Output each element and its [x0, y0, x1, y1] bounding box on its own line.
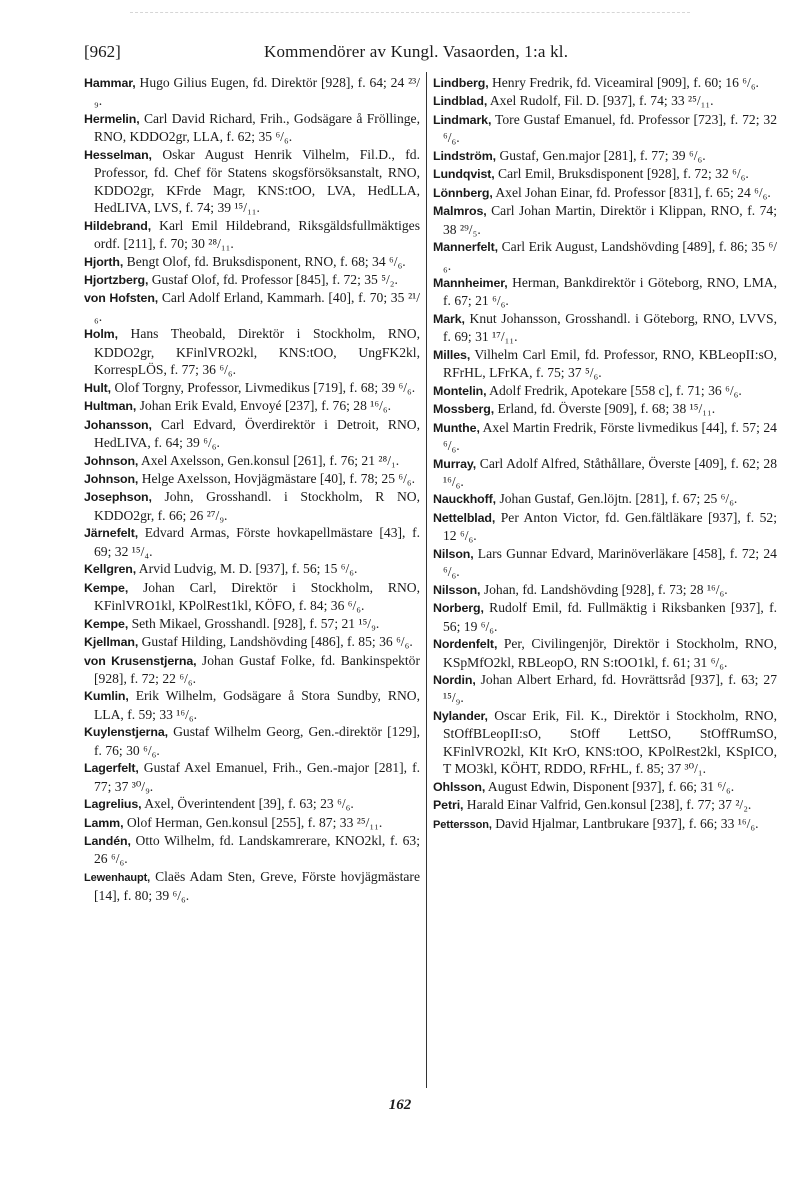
biography-entry — [433, 671, 777, 707]
entry-surname: Nauckhoff, — [433, 492, 497, 507]
biography-entry — [84, 74, 420, 110]
biography-entry — [84, 759, 420, 795]
entry-surname: Holm, — [84, 327, 118, 342]
entry-details: Olof Herman, Gen.konsul [255], f. 87; 33 ²⁵/₁₁. — [126, 814, 383, 830]
entry-surname: Mark, — [433, 311, 465, 326]
biography-entry — [84, 687, 420, 723]
biography-entry — [84, 814, 420, 832]
entry-details: Tore Gustaf Emanuel, fd. Professor [723], f. 72; 32 ⁶/₆. — [443, 111, 778, 146]
biography-entry — [433, 581, 777, 599]
entry-details: Per Anton Victor, fd. Gen.fältläkare [937], f. 52; 12 ⁶/₆. — [443, 509, 777, 544]
entry-surname: Hermelin, — [84, 111, 140, 126]
entry-details: Axel Rudolf, Fil. D. [937], f. 74; 33 ²⁵/₁₁. — [489, 93, 714, 109]
entry-details: Per, Civilingenjör, Direktör i Stockholm, RNO, KSpMfO2kl, RBLeopO, RN S:tOO1kl, f. 61; 31 ⁶/₆. — [443, 636, 777, 670]
entry-surname: Johnson, — [84, 471, 139, 486]
entry-details: Erland, fd. Överste [909], f. 68; 38 ¹⁵/₁₁. — [497, 401, 716, 417]
biography-entry — [84, 868, 420, 905]
entry-surname: Lindblad, — [433, 94, 488, 109]
biography-entry — [84, 652, 420, 688]
entry-surname: Hjorth, — [84, 254, 124, 269]
entry-details: Hugo Gilius Eugen, fd. Direktör [928], f. 64; 24 ²³/₉. — [94, 75, 420, 109]
running-title: Kommendörer av Kungl. Vasaorden, 1:a kl. — [264, 42, 569, 61]
top-edge-marks — [130, 12, 690, 16]
biography-entry — [433, 455, 777, 491]
biography-entry — [84, 253, 420, 271]
entry-details: Axel Martin Fredrik, Förste livmedikus [44], f. 57; 24 ⁶/₆. — [443, 419, 777, 454]
biography-entry — [84, 488, 420, 524]
entry-details: David Hjalmar, Lantbrukare [937], f. 66; 33 ¹⁶/₆. — [495, 815, 759, 831]
entry-details: Carl Emil, Bruksdisponent [928], f. 72; 32 ⁶/₆. — [498, 166, 749, 182]
entry-surname: Nordin, — [433, 672, 476, 687]
entry-surname: Mannheimer, — [433, 275, 508, 290]
biography-entry — [433, 796, 777, 814]
entry-details: Adolf Fredrik, Apotekare [558 c], f. 71; 36 ⁶/₆. — [489, 382, 742, 398]
page-header — [84, 42, 724, 66]
entry-details: Erik Wilhelm, Godsägare å Stora Sundby, RNO, LLA, f. 59; 33 ¹⁶/₆. — [94, 688, 420, 722]
biography-entry — [84, 110, 420, 146]
biography-entry — [433, 419, 777, 455]
entry-details: Johan Erik Evald, Envoyé [237], f. 76; 28 ¹⁶/₆. — [139, 398, 392, 414]
biography-entry — [84, 452, 420, 470]
entry-surname: Lindberg, — [433, 76, 489, 90]
entry-details: Arvid Ludvig, M. D. [937], f. 56; 15 ⁶/₆. — [138, 561, 358, 577]
entry-surname: Josephson, — [84, 490, 152, 505]
entry-surname: Nordenfelt, — [433, 637, 498, 652]
entry-details: Carl Erik August, Landshövding [489], f. 86; 35 ⁶/₆. — [443, 239, 777, 273]
entry-surname: Mannerfelt, — [433, 240, 498, 255]
entry-surname: Ohlsson, — [433, 779, 486, 794]
biography-entry — [433, 707, 777, 778]
entry-surname: Hjortzberg, — [84, 272, 149, 287]
entry-surname: Hammar, — [84, 76, 136, 90]
entry-surname: Pettersson, — [433, 818, 492, 831]
entry-details: Harald Einar Valfrid, Gen.konsul [238], f. 77; 37 ²/₂. — [466, 797, 752, 813]
biography-entry — [84, 723, 420, 759]
entry-details: Lars Gunnar Edvard, Marinöverläkare [458], f. 72; 24 ⁶/₆. — [443, 545, 777, 580]
entry-details: Hans Theobald, Direktör i Stockholm, RNO, KDDO2gr, KFinlVRO2kl, KNS:tOO, UngFK2kl, KorrespLÖS, f. 77; 36 ⁶/₆. — [94, 326, 420, 378]
biography-entry — [433, 382, 777, 400]
biography-entry — [433, 238, 777, 274]
entry-details: Carl Edvard, Överdirektör i Detroit, RNO, HedLIVA, f. 64; 39 ⁶/₆. — [94, 416, 420, 451]
entry-details: Johan Albert Erhard, fd. Hovrättsråd [937], f. 63; 27 ¹⁵/₉. — [443, 671, 778, 706]
biography-entry — [84, 379, 420, 397]
biography-entry — [433, 599, 777, 635]
entry-details: Herman, Bankdirektör i Göteborg, RNO, LMA, f. 67; 21 ⁶/₆. — [443, 274, 778, 309]
entry-details: Johan Gustaf Folke, fd. Bankinspektör [928], f. 72; 22 ⁶/₆. — [94, 652, 420, 686]
entry-surname: Lagrelius, — [84, 797, 142, 812]
entry-details: Bengt Olof, fd. Bruksdisponent, RNO, f. 68; 34 ⁶/₆. — [126, 253, 406, 269]
biography-entry — [84, 146, 420, 217]
biography-entry — [84, 615, 420, 633]
biography-entry — [433, 274, 777, 310]
entry-surname: Nilson, — [433, 546, 474, 561]
entry-details: Axel, Överintendent [39], f. 63; 23 ⁶/₆. — [144, 796, 354, 812]
entry-surname: Kellgren, — [84, 562, 137, 577]
biography-entry — [433, 165, 777, 183]
entry-details: Carl Adolf Erland, Kammarh. [40], f. 70; 35 ²¹/₆. — [94, 290, 420, 324]
entry-surname: Landén, — [84, 834, 131, 849]
biography-entry — [84, 217, 420, 253]
entry-surname: Kempe, — [84, 580, 129, 595]
biography-entry — [84, 416, 420, 452]
entry-details: John, Grosshandl. i Stockholm, R NO, KDDO2gr, f. 66; 26 ²⁷/₉. — [94, 489, 420, 523]
entry-details: Johan, fd. Landshövding [928], f. 73; 28 ¹⁶/₆. — [483, 581, 728, 597]
entry-surname: Kjellman, — [84, 635, 139, 650]
biography-entry — [84, 560, 420, 578]
entry-details: Oscar Erik, Fil. K., Direktör i Stockholm, RNO, StOffBLeopII:sO, StOff LettSO, StOffRumSO, KFinlVRO2kl, KIt KrO, KNS:tOO, KPolRest2kl, KSpICO, T MO3kl, KÖHT, RDDO, RFrHL, f. 85; 37 ³⁰/₁. — [443, 707, 777, 777]
biography-entry — [84, 271, 420, 289]
entry-details: Gustaf Wilhelm Georg, Gen.-direktör [129], f. 76; 30 ⁶/₆. — [94, 724, 420, 758]
entry-details: Johan Gustaf, Gen.löjtn. [281], f. 67; 25 ⁶/₆. — [499, 491, 738, 507]
entry-surname: Norberg, — [433, 601, 484, 616]
biography-entry — [84, 524, 420, 560]
biography-entry — [84, 470, 420, 488]
entry-surname: Kumlin, — [84, 689, 129, 704]
entry-details: Gustaf, Gen.major [281], f. 77; 39 ⁶/₆. — [499, 147, 706, 163]
biography-entry — [433, 184, 777, 202]
entry-surname: Lagerfelt, — [84, 761, 139, 776]
biography-entry — [433, 509, 777, 545]
entry-details: Johan Carl, Direktör i Stockholm, RNO, KFinlVRO1kl, KPolRest1kl, KÖFO, f. 84; 36 ⁶/₆. — [94, 579, 420, 614]
entry-details: August Edwin, Disponent [937], f. 66; 31 ⁶/₆. — [487, 778, 735, 794]
entry-surname: Mossberg, — [433, 402, 495, 417]
entry-surname: Hult, — [84, 380, 112, 395]
entry-details: Seth Mikael, Grosshandl. [928], f. 57; 21 ¹⁵/₉. — [131, 615, 380, 631]
entry-details: Carl Johan Martin, Direktör i Klippan, RNO, f. 74; 38 ²⁹/₅. — [443, 203, 777, 237]
entry-surname: Lönnberg, — [433, 185, 493, 200]
biography-entry — [433, 111, 777, 147]
biography-entry — [433, 147, 777, 165]
entry-surname: von Hofsten, — [84, 291, 159, 306]
biography-entry — [433, 310, 777, 346]
biography-entry — [433, 202, 777, 238]
entry-surname: Munthe, — [433, 420, 480, 435]
biography-entry — [84, 325, 420, 378]
entry-surname: Montelin, — [433, 383, 487, 398]
biography-entry — [433, 74, 777, 92]
entry-surname: Nylander, — [433, 708, 488, 723]
entry-surname: Hultman, — [84, 399, 137, 414]
biography-entry — [84, 397, 420, 415]
entry-details: Otto Wilhelm, fd. Landskamrerare, KNO2kl, f. 63; 26 ⁶/₆. — [94, 833, 420, 867]
entry-details: Karl Emil Hildebrand, Riksgäldsfullmäktiges ordf. [211], f. 70; 30 ²⁸/₁₁. — [94, 217, 420, 252]
entry-details: Edvard Armas, Förste hovkapellmästare [43], f. 69; 32 ¹⁵/₄. — [94, 525, 420, 559]
entry-surname: Kempe, — [84, 616, 129, 631]
entry-details: Gustaf Olof, fd. Professor [845], f. 72; 35 ⁵/₂. — [151, 271, 398, 287]
entry-details: Axel Johan Einar, fd. Professor [831], f. 65; 24 ⁶/₆. — [495, 184, 771, 200]
entry-surname: Lamm, — [84, 815, 124, 830]
biography-entry — [433, 346, 777, 382]
right-column — [433, 74, 777, 834]
entry-details: Carl Adolf Alfred, Ståthållare, Överste [409], f. 62; 28 ¹⁶/₆. — [443, 455, 777, 489]
biography-entry — [433, 815, 777, 834]
entry-surname: Nilsson, — [433, 582, 481, 597]
folio-number: 162 — [388, 1097, 412, 1113]
entry-details: Henry Fredrik, fd. Viceamiral [909], f. 60; 16 ⁶/₆. — [491, 75, 759, 90]
entry-surname: Lindmark, — [433, 112, 492, 127]
biography-entry — [84, 795, 420, 813]
entry-details: Helge Axelsson, Hovjägmästare [40], f. 78; 25 ⁶/₆. — [141, 470, 416, 486]
entry-details: Knut Johansson, Grosshandl. i Göteborg, RNO, LVVS, f. 69; 31 ¹⁷/₁₁. — [443, 310, 777, 345]
entry-surname: Malmros, — [433, 204, 487, 219]
biography-entry — [433, 92, 777, 110]
biography-entry — [433, 635, 777, 671]
biography-entry — [84, 579, 420, 615]
entry-details: Axel Axelsson, Gen.konsul [261], f. 76; 21 ²⁸/₁. — [140, 452, 400, 468]
entry-surname: Kuylenstjerna, — [84, 725, 168, 740]
column-divider — [426, 72, 427, 1088]
biography-entry — [433, 545, 777, 581]
entry-surname: Johansson, — [84, 417, 152, 432]
entry-surname: Hesselman, — [84, 147, 152, 162]
entry-details: Carl David Richard, Frih., Godsägare å Fröllinge, RNO, KDDO2gr, LLA, f. 62; 35 ⁶/₆. — [94, 110, 420, 145]
biography-entry — [433, 400, 777, 418]
entry-surname: Lewenhaupt, — [84, 871, 151, 884]
entry-surname: von Krusenstjerna, — [84, 653, 197, 668]
biography-entry — [84, 633, 420, 651]
entry-details: Oskar August Henrik Vilhelm, Fil.D., fd. Professor, fd. Chef för Statens skogsförsöksanstalt, RNO, KDDO2gr, KFrde Magr, KNS:tOO, LVA, HedLLA, HedLIVA, LVS, f. 74; 39 ¹⁵/₁₁. — [94, 146, 421, 216]
biography-entry — [433, 490, 777, 508]
left-column — [84, 74, 420, 905]
entry-surname: Milles, — [433, 347, 471, 362]
biography-entry — [84, 832, 420, 868]
biography-entry — [84, 289, 420, 325]
entry-surname: Järnefelt, — [84, 526, 139, 541]
biography-entry — [433, 778, 777, 796]
entry-surname: Nettelblad, — [433, 510, 496, 525]
entry-details: Claës Adam Sten, Greve, Förste hovjägmästare [14], f. 80; 39 ⁶/₆. — [94, 868, 420, 904]
entry-surname: Murray, — [433, 456, 477, 471]
entry-details: Gustaf Hilding, Landshövding [486], f. 85; 36 ⁶/₆. — [141, 634, 413, 650]
entry-surname: Johnson, — [84, 453, 139, 468]
entry-details: Rudolf Emil, fd. Fullmäktig i Riksbanken [937], f. 56; 19 ⁶/₆. — [443, 600, 777, 634]
entry-details: Olof Torgny, Professor, Livmedikus [719], f. 68; 39 ⁶/₆. — [114, 379, 416, 395]
entry-details: Vilhelm Carl Emil, fd. Professor, RNO, KBLeopII:sO, RFrHL, LFrKA, f. 75; 37 ⁵/₆. — [443, 346, 777, 381]
entry-surname: Lundqvist, — [433, 167, 495, 182]
entry-surname: Lindström, — [433, 148, 497, 163]
page-number: [962] — [84, 42, 121, 61]
entry-surname: Hildebrand, — [84, 218, 152, 233]
entry-surname: Petri, — [433, 798, 464, 813]
entry-details: Gustaf Axel Emanuel, Frih., Gen.-major [281], f. 77; 37 ³⁰/₉. — [94, 760, 420, 794]
